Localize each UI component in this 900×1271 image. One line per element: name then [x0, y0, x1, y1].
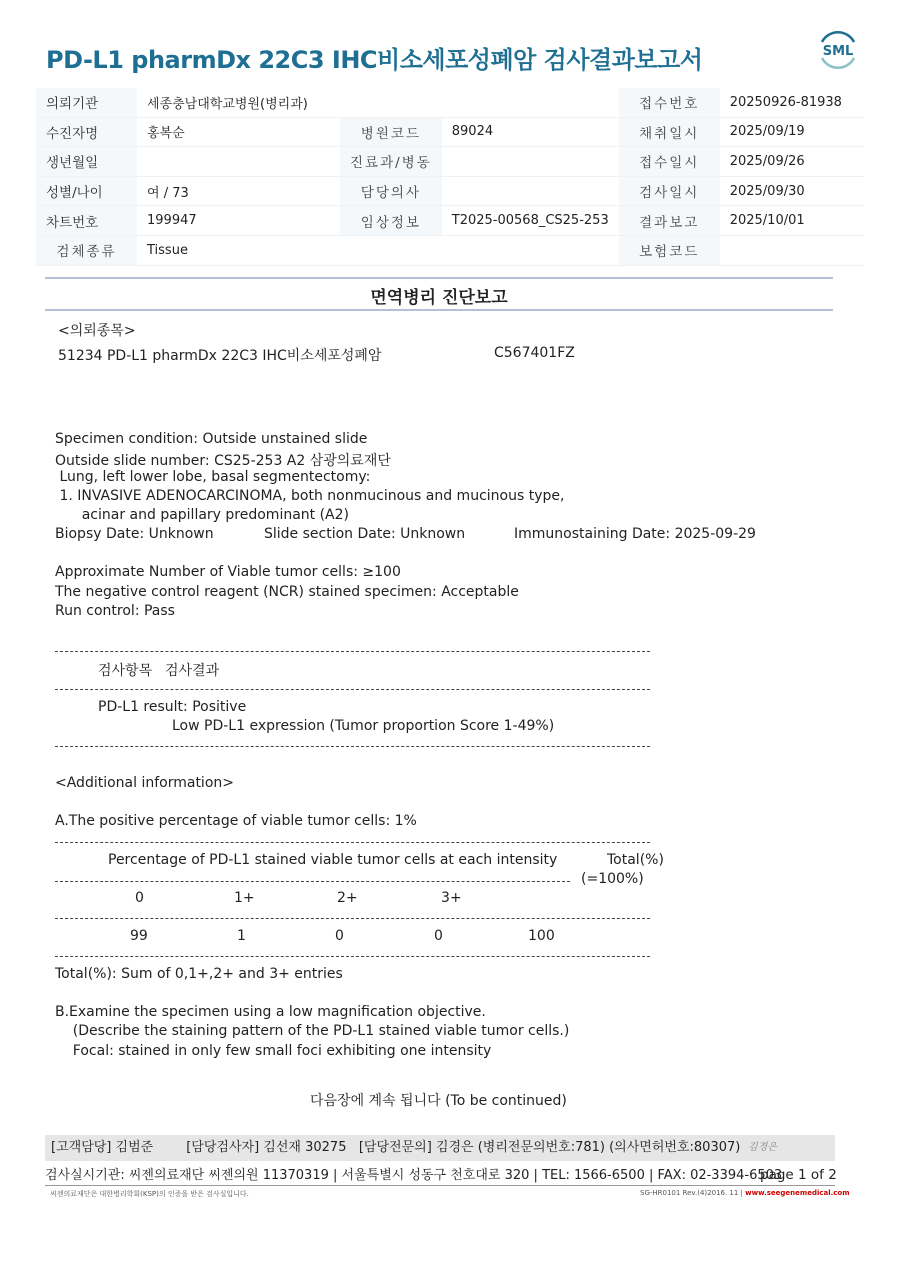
info-label: 병원코드 [340, 117, 442, 147]
info-value: 2025/09/26 [720, 147, 864, 177]
value-0: 99 [130, 928, 148, 944]
form-code: SG-HR0101 Rev.(4)2016. 11 | [640, 1189, 746, 1197]
info-value [442, 147, 619, 177]
cert-note: 씨젠의료재단은 대한병리학회(KSP)의 인증을 받은 검사실입니다. [50, 1190, 249, 1198]
info-row [36, 176, 864, 206]
test-item-header: 검사항목 [98, 663, 153, 679]
info-row [36, 117, 864, 147]
slide-number: Outside slide number: CS25-253 A2 삼광의료재단 [55, 453, 391, 469]
info-value [442, 176, 619, 206]
viable-cells: Approximate Number of Viable tumor cells: ≥100 [55, 564, 401, 580]
website-link[interactable]: www.seegenemedical.com [745, 1189, 850, 1197]
info-label: 결과보고 [619, 206, 720, 236]
info-value: 세종충남대학교병원(병리과) [137, 88, 619, 117]
test-result-header: 검사결과 [165, 663, 220, 679]
info-label: 접수번호 [619, 88, 720, 117]
total-note: (=100%) [581, 871, 644, 887]
info-label: 채취일시 [619, 117, 720, 147]
info-label: 성별/나이 [36, 176, 137, 206]
svg-text:SML: SML [822, 44, 854, 59]
section-date: Slide section Date: Unknown [264, 526, 466, 542]
specimen-condition: Specimen condition: Outside unstained slide [55, 431, 368, 447]
test-item: 51234 PD-L1 pharmDx 22C3 IHC비소세포성폐암 [58, 348, 382, 364]
info-label: 의뢰기관 [36, 88, 137, 117]
info-label: 진료과/병동 [340, 147, 442, 177]
page-number: page 1 of 2 [760, 1167, 837, 1183]
total-header: Total(%) [607, 852, 664, 868]
test-code: C567401FZ [494, 345, 575, 361]
dashed-divider [55, 881, 570, 882]
info-value [137, 147, 340, 177]
value-2plus: 0 [335, 928, 344, 944]
intensity-2plus: 2+ [337, 890, 358, 906]
pdl1-result: PD-L1 result: Positive [98, 699, 247, 715]
staff-info: [고객담당] 김범준 [담당검사자] 김선재 30275 [담당전문의] 김경은 (병리전문의번호:781) (의사면허번호:80307) [51, 1140, 741, 1155]
dashed-divider [55, 842, 650, 843]
value-total: 100 [528, 928, 555, 944]
continued-note: 다음장에 계속 됩니다 (To be continued) [310, 1093, 567, 1109]
sml-logo [816, 28, 860, 72]
info-value: 199947 [137, 206, 340, 236]
info-value: T2025-00568_CS25-253 [442, 206, 619, 236]
info-value: 홍복순 [137, 117, 340, 147]
info-label: 임상정보 [340, 206, 442, 236]
info-value: Tissue [137, 235, 619, 265]
institution-info: 검사실시기관: 씨젠의료재단 씨젠의원 11370319 | 서울특별시 성동구 천호대로 320 | TEL: 1566-6500 | FAX: 02-3394-6503 [45, 1168, 783, 1183]
section-b-focal: Focal: stained in only few small foci exhibiting one intensity [55, 1043, 492, 1059]
dashed-divider [55, 956, 650, 957]
patient-info-table [36, 88, 864, 266]
intensity-header: Percentage of PD-L1 stained viable tumor cells at each intensity [108, 852, 558, 868]
info-value: 89024 [442, 117, 619, 147]
dashed-divider [55, 651, 650, 652]
section-title: 면역병리 진단보고 [370, 288, 508, 308]
form-code-line [640, 1189, 850, 1197]
info-label: 담당의사 [340, 176, 442, 206]
info-label: 차트번호 [36, 206, 137, 236]
divider [45, 277, 833, 279]
diagnosis: 1. INVASIVE ADENOCARCINOMA, both nonmucinous and mucinous type, [55, 488, 565, 504]
intensity-1plus: 1+ [234, 890, 255, 906]
info-value: 2025/10/01 [720, 206, 864, 236]
info-label: 접수일시 [619, 147, 720, 177]
request-label: <의뢰종목> [58, 323, 136, 339]
divider [45, 309, 833, 311]
signature: 김경은 [748, 1142, 777, 1153]
info-label: 검체종류 [36, 235, 137, 265]
intensity-3plus: 3+ [441, 890, 462, 906]
info-value [720, 235, 864, 265]
staff-bar [45, 1135, 835, 1161]
dashed-divider [55, 746, 650, 747]
info-row [36, 206, 864, 236]
info-label: 검사일시 [619, 176, 720, 206]
info-value: 20250926-81938 [720, 88, 864, 117]
section-b-title: B.Examine the specimen using a low magnification objective. [55, 1004, 486, 1020]
info-value: 2025/09/30 [720, 176, 864, 206]
ncr-status: The negative control reagent (NCR) stained specimen: Acceptable [55, 584, 519, 600]
info-value: 여 / 73 [137, 176, 340, 206]
staining-date: Immunostaining Date: 2025-09-29 [514, 526, 756, 542]
info-label: 보험코드 [619, 235, 720, 265]
info-value: 2025/09/19 [720, 117, 864, 147]
info-row [36, 88, 864, 117]
info-label: 수진자명 [36, 117, 137, 147]
additional-info-label: <Additional information> [55, 775, 234, 791]
info-row [36, 147, 864, 177]
run-control: Run control: Pass [55, 603, 175, 619]
dashed-divider [55, 918, 650, 919]
positive-percentage: A.The positive percentage of viable tumor cells: 1% [55, 813, 417, 829]
total-explanation: Total(%): Sum of 0,1+,2+ and 3+ entries [55, 966, 343, 982]
value-1plus: 1 [237, 928, 246, 944]
diagnosis-detail: acinar and papillary predominant (A2) [55, 507, 350, 523]
dashed-divider [55, 689, 650, 690]
biopsy-date: Biopsy Date: Unknown [55, 526, 214, 542]
footer-rule [45, 1185, 835, 1186]
value-3plus: 0 [434, 928, 443, 944]
info-row [36, 235, 864, 265]
specimen-site: Lung, left lower lobe, basal segmentectomy: [55, 469, 371, 485]
info-label: 생년월일 [36, 147, 137, 177]
pdl1-expression: Low PD-L1 expression (Tumor proportion Score 1-49%) [172, 718, 555, 734]
report-title: PD-L1 pharmDx 22C3 IHC비소세포성폐암 검사결과보고서 [46, 46, 703, 74]
section-b-desc: (Describe the staining pattern of the PD-L1 stained viable tumor cells.) [55, 1023, 570, 1039]
intensity-0: 0 [135, 890, 144, 906]
